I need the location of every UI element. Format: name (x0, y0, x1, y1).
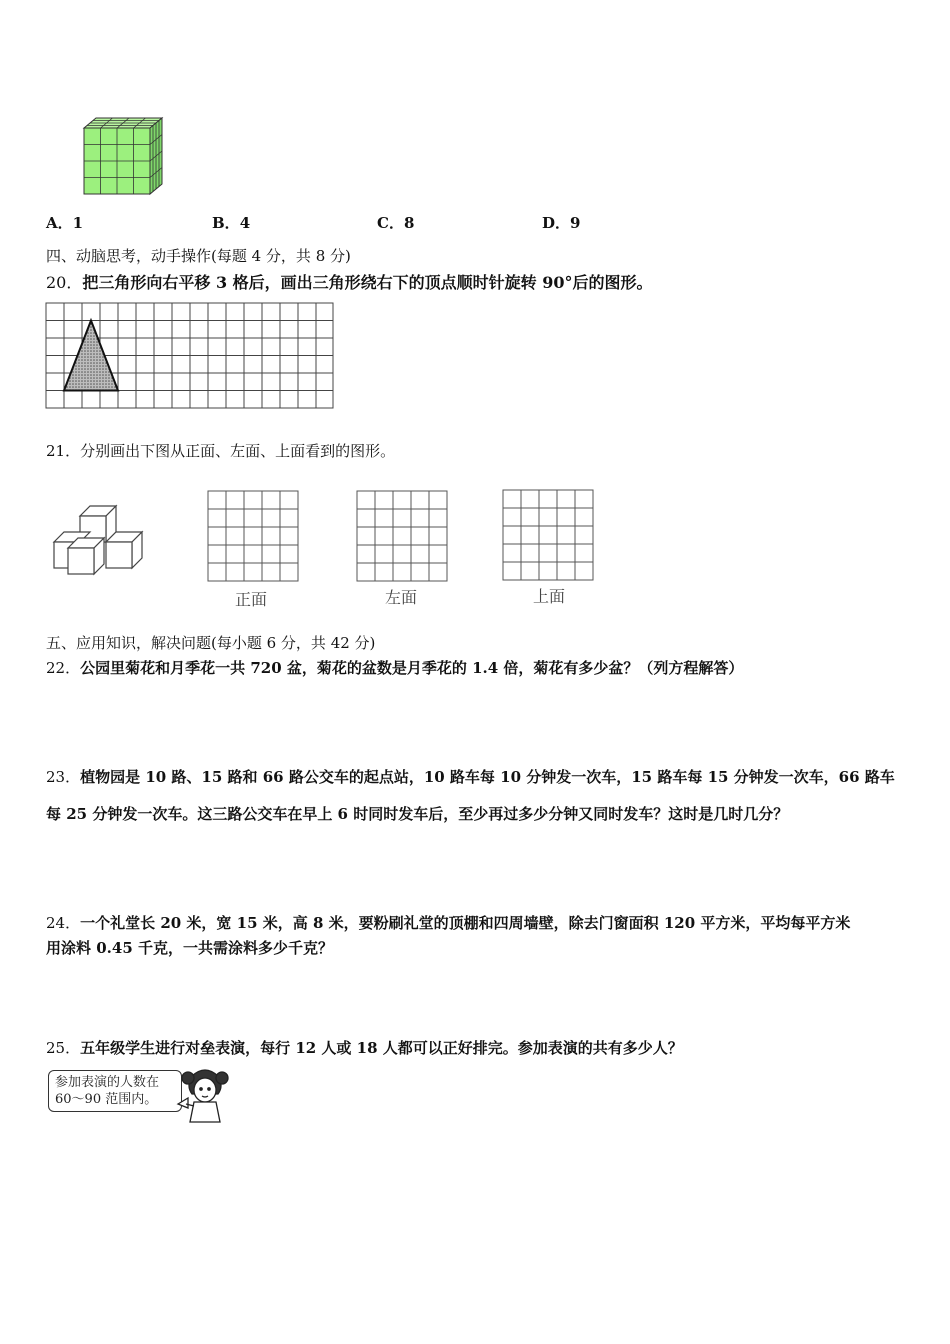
q23-line2: 每 25 分钟发一次车。这三路公交车在早上 6 时同时发车后，至少再过多少分钟又同时发车？这时是几时几分？ (46, 805, 789, 823)
q25-text: 25．五年级学生进行对垒表演，每行 12 人或 18 人都可以正好排完。参加表演的共有多少人？ (46, 1039, 683, 1057)
top-view-grid (502, 489, 596, 583)
left-view-label: 左面 (385, 588, 418, 607)
bubble-line-2: 60～90 范围内。 (55, 1092, 158, 1107)
q20-text: 20．把三角形向右平移 3 格后，画出三角形绕右下的顶点顺时针旋转 90°后的图形。 (46, 273, 653, 292)
girl-illustration (170, 1066, 230, 1124)
option-a: A．1 (46, 214, 84, 232)
section-5-title: 五、应用知识，解决问题(每小题 6 分，共 42 分) (46, 634, 376, 652)
section-4-title: 四、动脑思考，动手操作(每题 4 分，共 8 分) (46, 247, 351, 265)
q20-grid (45, 302, 335, 412)
front-view-grid (207, 490, 301, 584)
block-stack-figure (50, 500, 150, 580)
option-d: D．9 (542, 214, 581, 232)
top-view-label: 上面 (533, 587, 566, 606)
q24-line2: 用涂料 0.45 千克，一共需涂料多少千克？ (46, 939, 333, 957)
q23-line1: 23．植物园是 10 路、15 路和 66 路公交车的起点站，10 路车每 10 分钟发一次车，15 路车每 15 分钟发一次车，66 路车 (46, 768, 895, 786)
option-c: C．8 (377, 214, 415, 232)
cube-figure (80, 116, 166, 198)
q21-text: 21．分别画出下图从正面、左面、上面看到的图形。 (46, 442, 396, 460)
speech-bubble (48, 1070, 182, 1112)
q22-text: 22．公园里菊花和月季花一共 720 盆，菊花的盆数是月季花的 1.4 倍，菊花有多少盆？（列方程解答） (46, 659, 744, 677)
front-view-label: 正面 (235, 590, 268, 609)
q24-line1: 24．一个礼堂长 20 米，宽 15 米，高 8 米，要粉刷礼堂的顶棚和四周墙壁，除去门窗面积 120 平方米，平均每平方米 (46, 914, 851, 932)
left-view-grid (356, 490, 450, 584)
option-b: B．4 (212, 214, 251, 232)
bubble-line-1: 参加表演的人数在 (55, 1075, 160, 1090)
